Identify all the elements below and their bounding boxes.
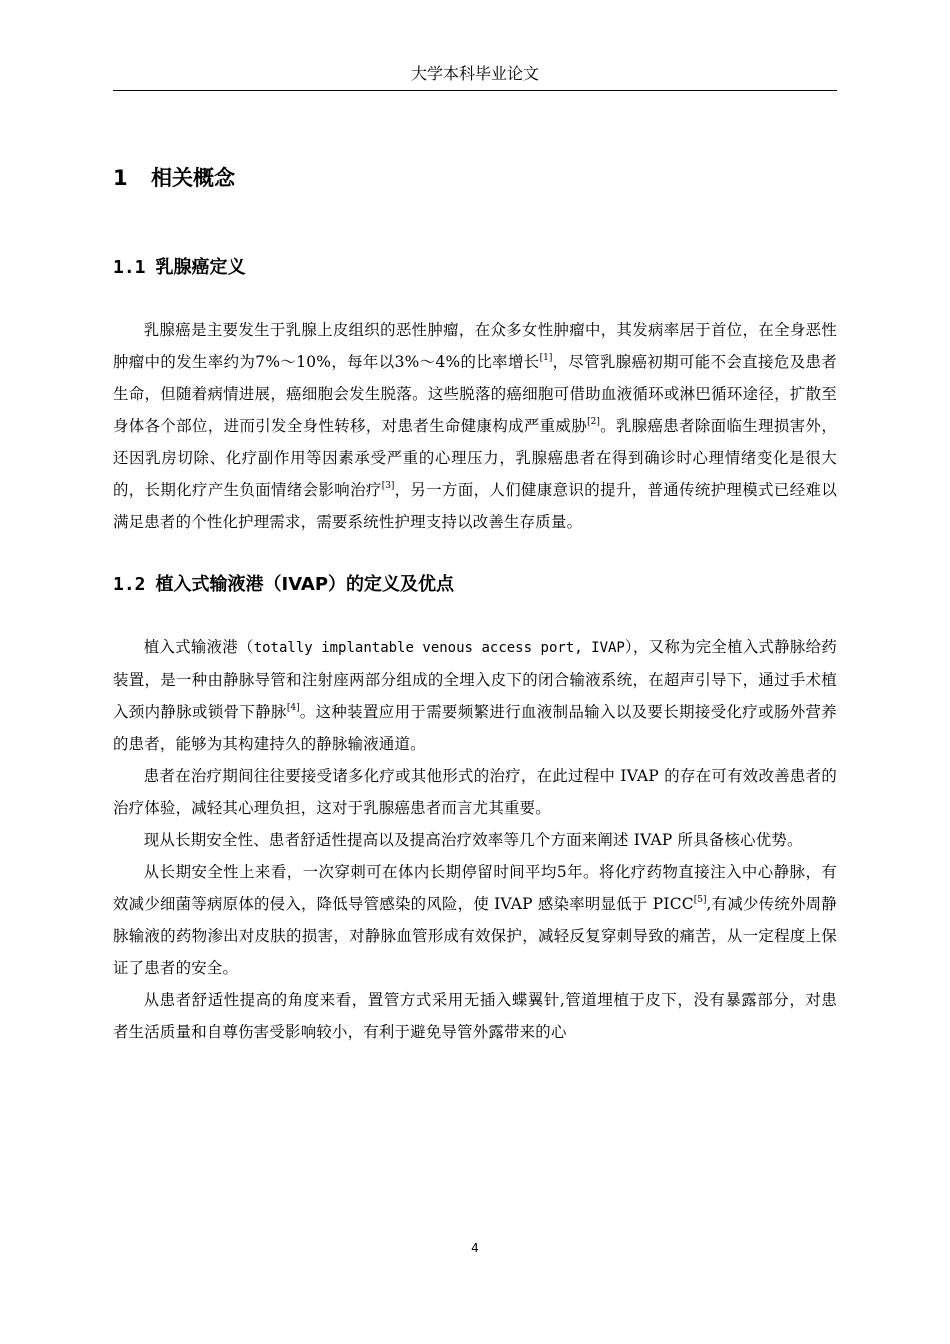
document-body [113,158,837,1048]
text-run: 乳腺癌是主要发生于乳腺上皮组织的恶性肿瘤，在众多女性肿瘤中，其发病率居于首位，在全身恶性肿瘤中的发生率约为7%～10%，每年以3%～4%的比率增长 [113,321,837,371]
section-number: 1.2 [113,574,146,595]
page-number: 4 [471,1241,479,1255]
paragraph [113,314,837,538]
text-run: 从患者舒适性提高的角度来看，置管方式采用无插入蝶翼针,管道埋植于皮下，没有暴露部分，对患者生活质量和自尊伤害受影响较小，有利于避免导管外露带来的心 [113,991,837,1041]
citation: [4] [286,703,300,713]
chapter-title: 相关概念 [151,166,235,190]
text-run-english: totally implantable venous access port, IVAP [253,640,625,656]
text-run: ，另一方面，人们健康意识的提升，普通传统护理模式已经难以满足患者的个性化护理需求，需要系统性护理支持以改善生存质量。 [113,481,837,531]
text-run: 。乳腺癌患者除面临生理损害外，还因乳房切除、化疗副作用等因素承受严重的心理压力，乳腺癌患者在得到确诊时心理情绪变化是很大的，长期化疗产生负面情绪会影响治疗 [113,417,837,499]
section-body-1-2 [113,631,837,1048]
paragraph [113,631,837,760]
paragraph [113,760,837,824]
paragraph [113,856,837,984]
citation: [5] [693,895,707,905]
section-title: 乳腺癌定义 [155,257,246,278]
text-run: 患者在治疗期间往往要接受诸多化疗或其他形式的治疗，在此过程中 IVAP 的存在可有效改善患者的治疗体验，减轻其心理负担，这对于乳腺癌患者而言尤其重要。 [113,767,837,817]
chapter-heading [113,158,837,198]
section-title: 植入式输液港（IVAP）的定义及优点 [155,574,455,595]
paragraph [113,984,837,1048]
text-run: 植入式输液港（ [143,638,254,656]
text-run: 。这种装置应用于需要频繁进行血液制品输入以及要长期接受化疗或肠外营养的患者，能够为其构建持久的静脉输液通道。 [113,703,837,753]
text-run: ，尽管乳腺癌初期可能不会直接危及患者生命，但随着病情进展，癌细胞会发生脱落。这些脱落的癌细胞可借助血液循环或淋巴循环途径，扩散至身体各个部位，进而引发全身性转移，对患者生命健康构成严重威胁 [113,353,837,435]
citation: [3] [381,481,395,491]
chapter-number: 1 [113,166,128,190]
text-run: 从长期安全性上来看，一次穿刺可在体内长期停留时间平均5年。将化疗药物直接注入中心静脉，有效减少细菌等病原体的侵入，降低导管感染的风险，使 IVAP 感染率明显低于 PICC [113,863,837,913]
header-title: 大学本科毕业论文 [410,64,539,83]
section-number: 1.1 [113,257,146,278]
page-header [113,62,837,91]
paragraph [113,824,837,856]
section-heading-1-1 [113,252,837,284]
section-heading-1-2 [113,569,837,601]
section-body-1-1 [113,314,837,538]
text-run: ,有减少传统外周静脉输液的药物渗出对皮肤的损害，对静脉血管形成有效保护，减轻反复穿刺导致的痛苦，从一定程度上保证了患者的安全。 [113,895,837,977]
text-run: ），又称为完全植入式静脉给药装置，是一种由静脉导管和注射座两部分组成的全埋入皮下的闭合输液系统，在超声引导下，通过手术植入颈内静脉或锁骨下静脉 [113,638,837,721]
citation: [2] [587,417,600,427]
text-run: 现从长期安全性、患者舒适性提高以及提高治疗效率等几个方面来阐述 IVAP 所具备核心优势。 [143,831,803,849]
citation: [1] [539,353,553,363]
